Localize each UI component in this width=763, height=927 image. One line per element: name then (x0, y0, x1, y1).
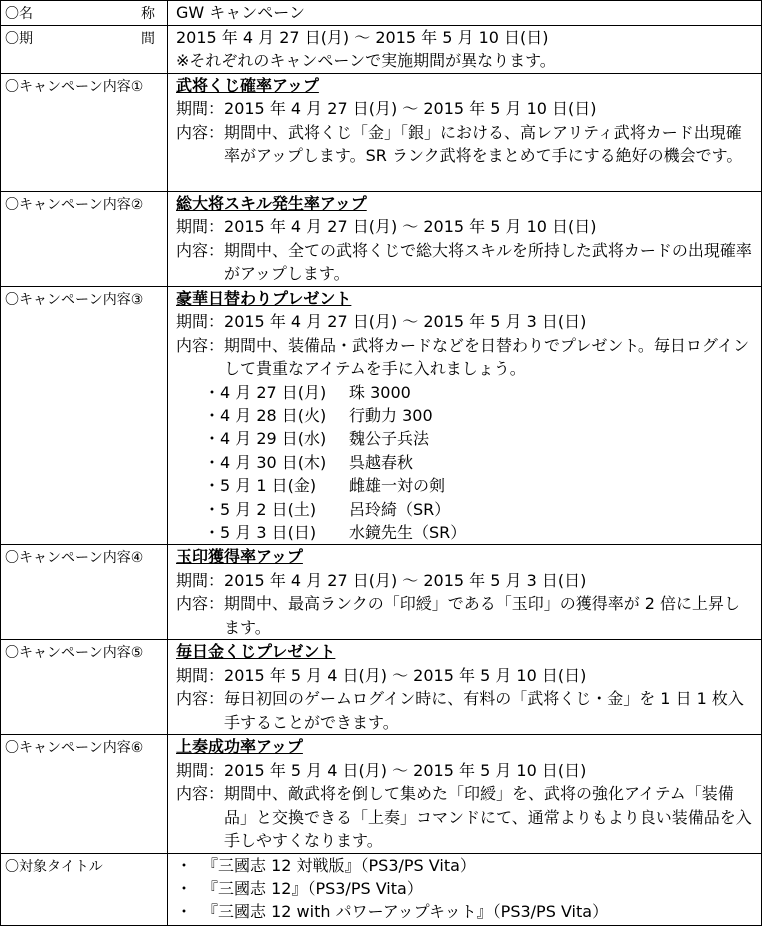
gift-reward: 呉越春秋 (349, 452, 414, 472)
campaign-label: 〇キャンペーン内容② (1, 192, 168, 287)
gift-item (204, 498, 755, 521)
gift-item (204, 427, 755, 450)
campaign-period-value: 2015 年 5 月 4 日(月) ～ 2015 年 5 月 10 日(日) (224, 760, 587, 780)
period-label-a: 〇期 (5, 31, 33, 47)
gift-reward: 魏公子兵法 (349, 429, 430, 449)
campaign-detail (168, 287, 762, 545)
campaign-content (176, 334, 755, 381)
gift-date: ・5 月 1 日(金) (204, 476, 317, 496)
campaign-title: 上奏成功率アップ (176, 737, 303, 757)
campaign-detail (168, 545, 762, 640)
name-row (1, 1, 762, 26)
campaign-content (176, 782, 755, 852)
period-field-label: 期間： (176, 760, 225, 780)
target-titles-cell (168, 853, 762, 925)
campaign-title: 毎日金くじプレゼント (176, 642, 336, 662)
campaign-row-3 (1, 287, 762, 545)
campaign-row-1 (1, 74, 762, 192)
period-field-label: 期間： (176, 99, 225, 119)
target-title-item (176, 900, 755, 923)
campaign-period (176, 664, 755, 687)
content-field-label: 内容： (176, 122, 225, 142)
campaign-content (176, 687, 755, 734)
campaign-label: 〇キャンペーン内容③ (1, 287, 168, 545)
content-field-label: 内容： (176, 689, 225, 709)
campaign-period-value: 2015 年 5 月 4 日(月) ～ 2015 年 5 月 10 日(日) (224, 665, 587, 685)
gift-item (204, 404, 755, 427)
campaign-label: 〇キャンペーン内容④ (1, 545, 168, 640)
target-title-text: 『三國志 12 with パワーアップキット』（PS3/PS Vita） (202, 902, 609, 922)
campaign-title: 豪華日替わりプレゼント (176, 289, 352, 308)
period-label-b: 間 (141, 31, 155, 47)
campaign-title: 玉印獲得率アップ (176, 547, 303, 567)
campaign-row-5 (1, 640, 762, 735)
daily-gift-list (176, 381, 755, 545)
overall-period: 2015 年 4 月 27 日(月) ～ 2015 年 5 月 10 日(日) (176, 28, 549, 47)
campaign-name: GW キャンペーン (176, 3, 305, 22)
campaign-title: 総大将スキル発生率アップ (176, 194, 367, 213)
gift-reward: 呂玲綺（SR） (349, 499, 451, 519)
campaign-label: 〇キャンペーン内容① (1, 74, 168, 192)
period-field-label: 期間： (176, 312, 225, 332)
content-field-label: 内容： (176, 335, 225, 355)
gift-item (204, 521, 755, 544)
campaign-period (176, 569, 755, 592)
campaign-period (176, 759, 755, 782)
campaign-content-value: 期間中、武将くじ「金」「銀」における、高レアリティ武将カード出現確率がアップします。SR ランク武将をまとめて手にする絶好の機会です。 (224, 122, 743, 166)
period-field-label: 期間： (176, 217, 225, 237)
name-label-b: 称 (141, 6, 155, 22)
campaign-title: 武将くじ確率アップ (176, 76, 319, 95)
gift-reward: 行動力 300 (349, 406, 433, 426)
bullet: ・ (176, 902, 193, 922)
bullet: ・ (176, 855, 193, 875)
content-field-label: 内容： (176, 240, 225, 260)
campaign-label: 〇キャンペーン内容⑤ (1, 640, 168, 735)
period-note: ※それぞれのキャンペーンで実施期間が異なります。 (176, 51, 556, 71)
target-title-item (176, 854, 755, 877)
gift-reward: 雌雄一対の剣 (349, 476, 446, 496)
gift-item (204, 474, 755, 497)
period-row (1, 26, 762, 74)
gift-reward: 珠 3000 (349, 382, 411, 402)
campaign-period-value: 2015 年 4 月 27 日(月) ～ 2015 年 5 月 10 日(日) (224, 99, 597, 119)
gift-date: ・5 月 2 日(土) (204, 499, 317, 519)
campaign-content (176, 121, 755, 168)
name-value-cell (168, 1, 762, 26)
campaign-label: 〇キャンペーン内容⑥ (1, 735, 168, 853)
period-value-cell (168, 26, 762, 74)
campaign-period-value: 2015 年 4 月 27 日(月) ～ 2015 年 5 月 3 日(日) (224, 312, 587, 332)
campaign-period (176, 215, 755, 238)
campaign-content (176, 239, 755, 286)
campaign-period-value: 2015 年 4 月 27 日(月) ～ 2015 年 5 月 3 日(日) (224, 570, 587, 590)
gift-item (204, 451, 755, 474)
campaign-detail (168, 74, 762, 192)
campaign-content-value: 期間中、敵武将を倒して集めた「印綬」を、武将の強化アイテム「装備品」と交換できる「上奏」コマンドにて、通常よりもより良い装備品を入手しやすくなります。 (224, 784, 752, 851)
target-titles-row (1, 853, 762, 925)
campaign-period-value: 2015 年 4 月 27 日(月) ～ 2015 年 5 月 10 日(日) (224, 217, 597, 237)
campaign-content-value: 毎日初回のゲームログイン時に、有料の「武将くじ・金」を 1 日 1 枚入手することができます。 (224, 689, 744, 732)
target-titles-label: 〇対象タイトル (1, 853, 168, 925)
target-title-item (176, 877, 755, 900)
name-label-a: 〇名 (5, 6, 33, 22)
campaign-period (176, 310, 755, 333)
campaign-detail (168, 640, 762, 735)
bullet: ・ (176, 878, 193, 898)
gift-date: ・5 月 3 日(日) (204, 523, 317, 543)
campaign-content-value: 期間中、全ての武将くじで総大将スキルを所持した武将カードの出現確率がアップします。 (224, 240, 752, 284)
gift-item (204, 381, 755, 404)
period-field-label: 期間： (176, 570, 225, 590)
name-label (1, 1, 168, 26)
campaign-content-value: 期間中、装備品・武将カードなどを日替わりでプレゼント。毎日ログインして貴重なアイテムを手に入れましょう。 (224, 335, 750, 379)
gift-date: ・4 月 28 日(火) (204, 406, 327, 426)
target-title-text: 『三國志 12』（PS3/PS Vita） (202, 878, 423, 898)
campaign-content (176, 592, 755, 639)
gift-date: ・4 月 29 日(水) (204, 429, 327, 449)
period-label (1, 26, 168, 74)
campaign-detail (168, 192, 762, 287)
content-field-label: 内容： (176, 594, 225, 614)
campaign-content-value: 期間中、最高ランクの「印綬」である「玉印」の獲得率が 2 倍に上昇します。 (224, 594, 741, 637)
content-field-label: 内容： (176, 784, 225, 804)
campaign-row-2 (1, 192, 762, 287)
gift-date: ・4 月 27 日(月) (204, 382, 327, 402)
gift-date: ・4 月 30 日(木) (204, 452, 327, 472)
gift-reward: 水鏡先生（SR） (349, 523, 467, 543)
campaign-period (176, 97, 755, 120)
campaign-detail (168, 735, 762, 853)
campaign-row-4 (1, 545, 762, 640)
period-field-label: 期間： (176, 665, 225, 685)
target-title-text: 『三國志 12 対戦版』（PS3/PS Vita） (202, 855, 476, 875)
campaign-row-6 (1, 735, 762, 853)
